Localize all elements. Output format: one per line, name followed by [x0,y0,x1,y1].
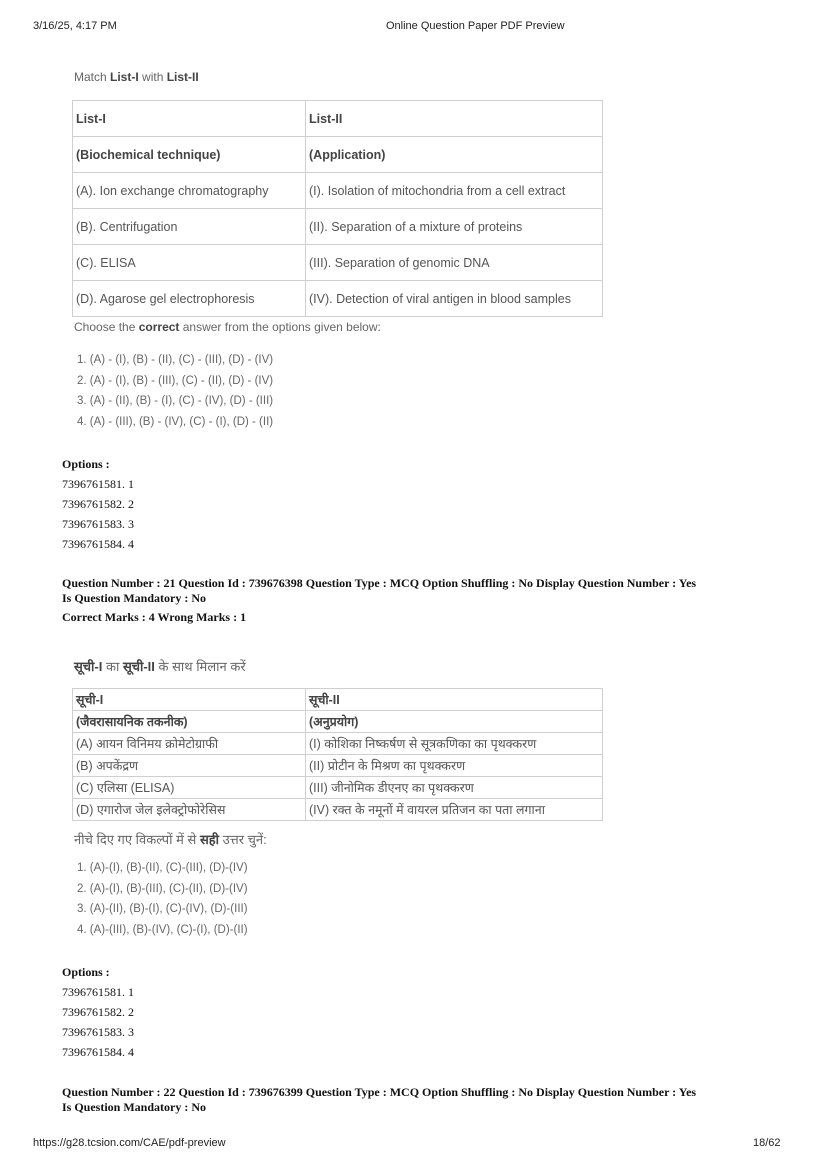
table-cell: (Application) [306,137,603,173]
table-cell: सूची-I [73,689,306,711]
table-cell: (A) आयन विनिमय क्रोमेटोग्राफी [73,733,306,755]
table-cell: (C) एलिसा (ELISA) [73,777,306,799]
option-item: 7396761581. 1 [62,477,134,491]
table-cell: (I). Isolation of mitochondria from a cell extract [306,173,603,209]
q21-options [62,962,134,1062]
table-cell: (जैवरासायनिक तकनीक) [73,711,306,733]
options-label: Options : [62,965,110,979]
q21-instruction: नीचे दिए गए विकल्पों में से सही उत्तर चुनें: [74,832,267,847]
answer-item: 4. (A) - (III), (B) - (IV), (C) - (I), (D) - (II) [77,415,274,428]
table-cell: (A). Ion exchange chromatography [73,173,306,209]
q22-meta [62,1085,782,1115]
options-label: Options : [62,457,110,471]
table-cell: (I) कोशिका निष्कर्षण से सूत्रकणिका का पृथक्करण [306,733,603,755]
table-row [73,173,603,209]
table-row [73,137,603,173]
table-cell: (II). Separation of a mixture of proteins [306,209,603,245]
print-datetime: 3/16/25, 4:17 PM [33,20,117,32]
q20-title: Match List-I with List-II [74,70,199,84]
table-cell: (III) जीनोमिक डीएनए का पृथक्करण [306,777,603,799]
table-cell: (D). Agarose gel electrophoresis [73,281,306,317]
table-row [73,689,603,711]
q21-marks: Correct Marks : 4 Wrong Marks : 1 [62,610,247,624]
table-cell: (IV) रक्त के नमूनों में वायरल प्रतिजन का पता लगाना [306,799,603,821]
table-cell: List-II [306,101,603,137]
option-item: 7396761584. 4 [62,537,134,551]
table-row [73,711,603,733]
page-url: https://g28.tcsion.com/CAE/pdf-preview [33,1137,226,1149]
option-item: 7396761581. 1 [62,985,134,999]
option-item: 7396761582. 2 [62,1005,134,1019]
option-item: 7396761583. 3 [62,1025,134,1039]
answer-item: 1. (A)-(I), (B)-(II), (C)-(III), (D)-(IV) [77,862,248,874]
answer-item: 3. (A)-(II), (B)-(I), (C)-(IV), (D)-(III) [77,903,248,915]
table-row [73,281,603,317]
question-mandatory: Is Question Mandatory : No [62,591,207,605]
answer-item: 4. (A)-(III), (B)-(IV), (C)-(I), (D)-(II) [77,923,248,936]
table-row [73,101,603,137]
option-item: 7396761582. 2 [62,497,134,511]
table-cell: (II) प्रोटीन के मिश्रण का पृथक्करण [306,755,603,777]
q21-match-table [72,688,603,821]
table-cell: (Biochemical technique) [73,137,306,173]
answer-item: 1. (A) - (I), (B) - (II), (C) - (III), (D) - (IV) [77,354,274,366]
table-cell: (C). ELISA [73,245,306,281]
document-title: Online Question Paper PDF Preview [386,20,565,32]
table-row [73,777,603,799]
q20-match-table [72,100,603,317]
answer-item: 2. (A)-(I), (B)-(III), (C)-(II), (D)-(IV) [77,882,248,895]
page-number: 18/62 [753,1137,781,1149]
table-row [73,799,603,821]
q21-answer-list [77,858,248,940]
q21-title: सूची-I का सूची-II के साथ मिलान करें [74,659,246,674]
option-item: 7396761583. 3 [62,517,134,531]
question-meta-line: Question Number : 22 Question Id : 739676399 Question Type : MCQ Option Shuffling : No Display Question Number : Yes [62,1085,697,1099]
question-meta-line: Question Number : 21 Question Id : 739676398 Question Type : MCQ Option Shuffling : No Display Question Number : Yes [62,576,697,590]
question-mandatory: Is Question Mandatory : No [62,1100,207,1114]
q20-answer-list [77,350,273,432]
table-cell: (D) एगारोज जेल इलेक्ट्रोफोरेसिस [73,799,306,821]
table-cell: (IV). Detection of viral antigen in blood samples [306,281,603,317]
table-cell: (III). Separation of genomic DNA [306,245,603,281]
q20-options [62,454,134,554]
table-row [73,733,603,755]
table-row [73,209,603,245]
table-cell: (अनुप्रयोग) [306,711,603,733]
table-cell: सूची-II [306,689,603,711]
answer-item: 2. (A) - (I), (B) - (III), (C) - (II), (D) - (IV) [77,374,274,387]
table-row [73,245,603,281]
table-cell: List-I [73,101,306,137]
table-cell: (B). Centrifugation [73,209,306,245]
answer-item: 3. (A) - (II), (B) - (I), (C) - (IV), (D) - (III) [77,395,274,407]
table-cell: (B) अपकेंद्रण [73,755,306,777]
q20-instruction: Choose the correct answer from the options given below: [74,320,381,334]
table-row [73,755,603,777]
q21-meta [62,576,782,606]
option-item: 7396761584. 4 [62,1045,134,1059]
